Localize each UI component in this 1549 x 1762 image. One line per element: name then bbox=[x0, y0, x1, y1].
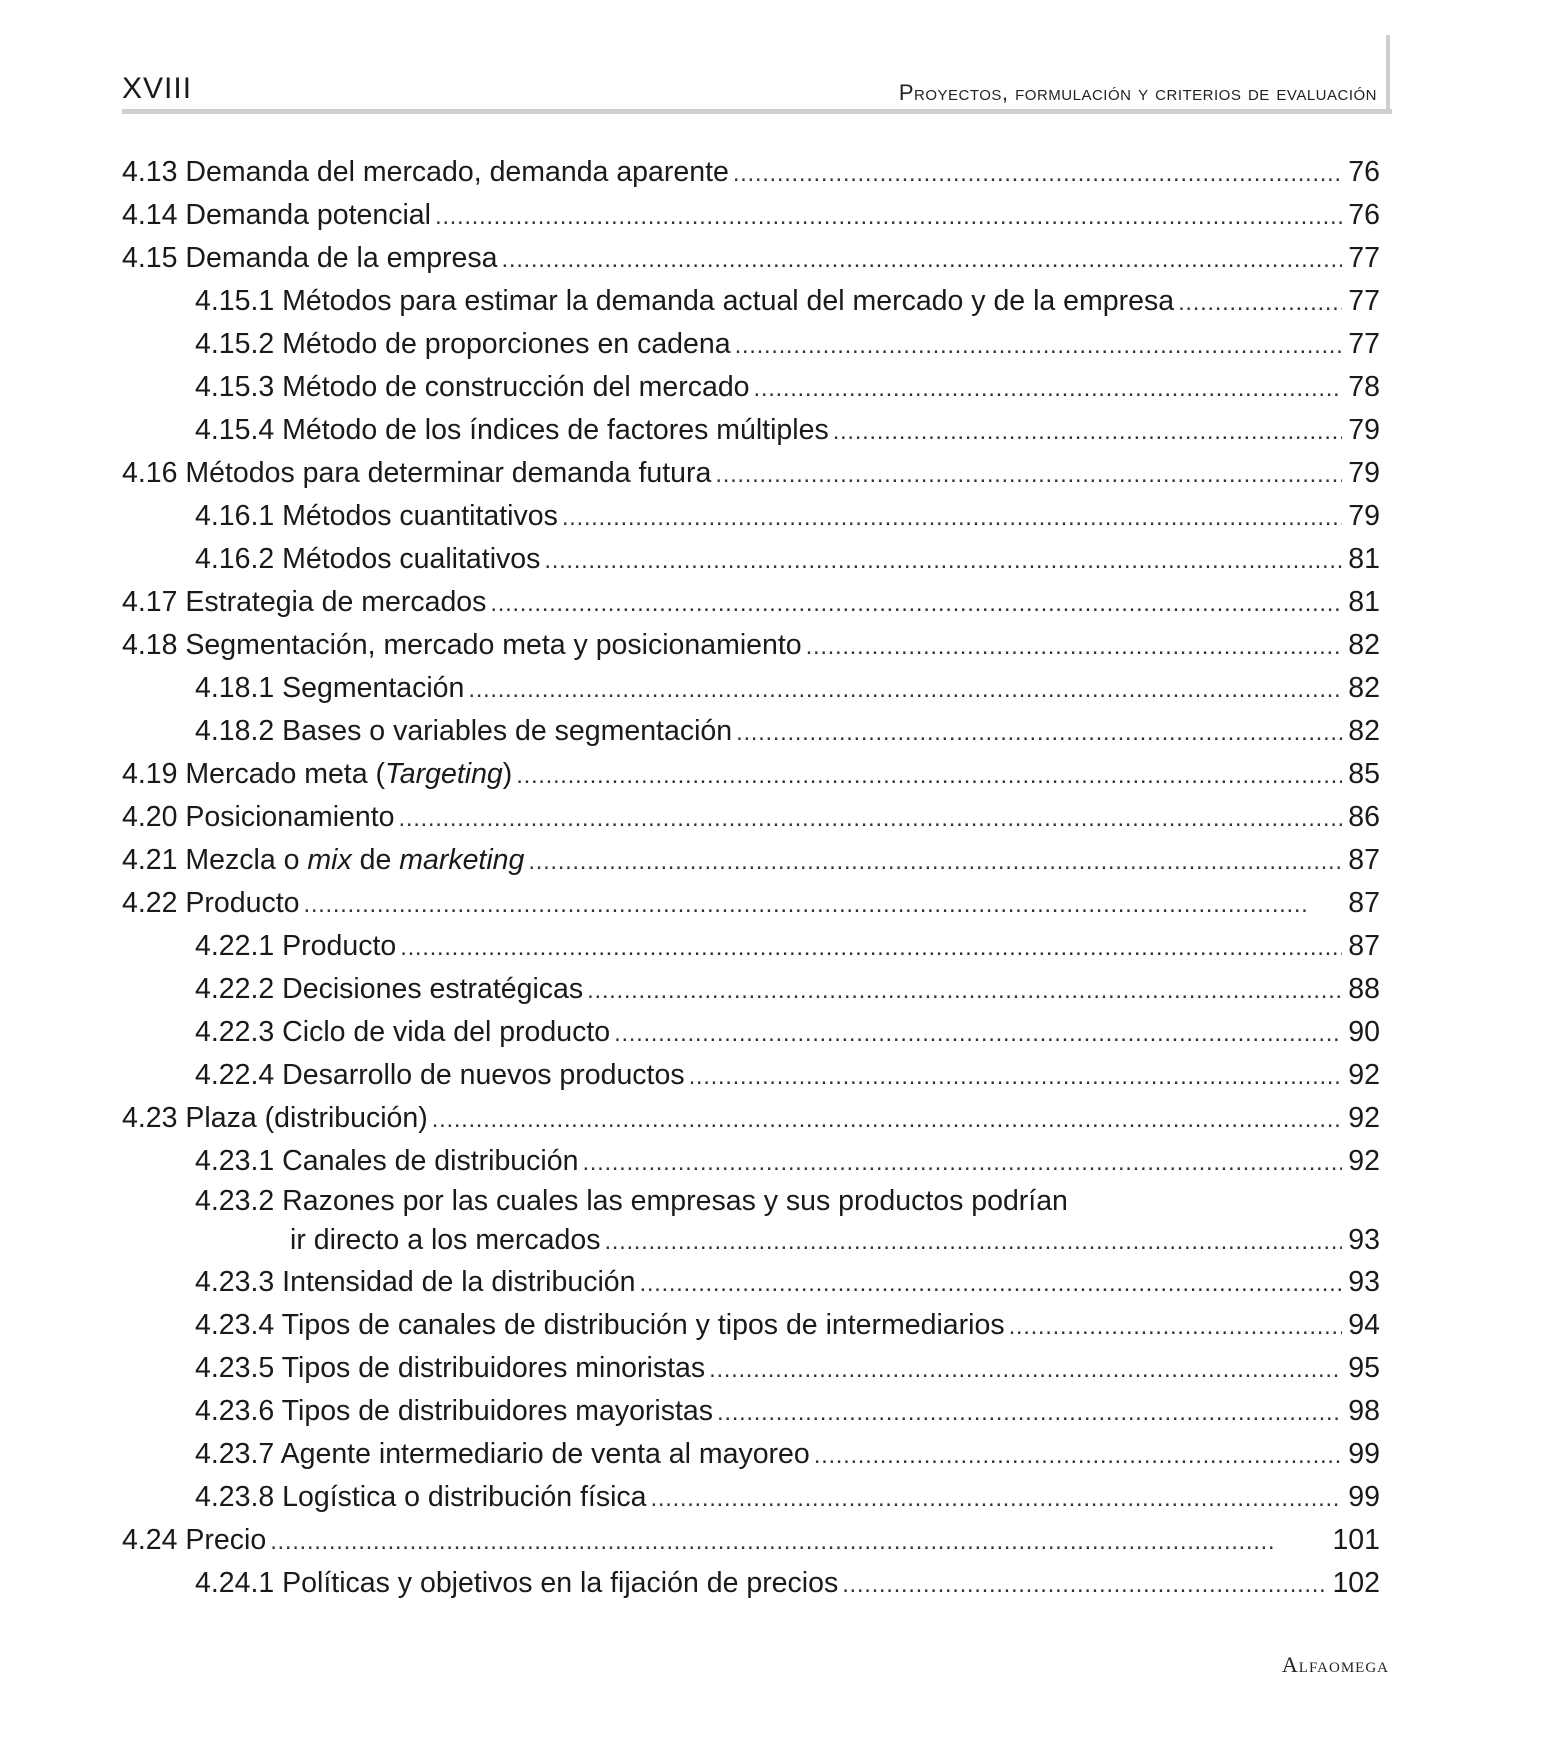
toc-entry-title: Agente intermediario de venta al mayoreo bbox=[280, 1438, 810, 1470]
toc-entry-page: 76 bbox=[1348, 199, 1380, 231]
toc-entry bbox=[122, 452, 1380, 495]
toc-entry-number: 4.18.1 bbox=[195, 672, 275, 704]
publisher-footer: Alfaomega bbox=[1281, 1652, 1389, 1677]
toc-entry-title: Razones por las cuales las empresas y sus productos podrían bbox=[282, 1185, 1068, 1217]
toc-entry bbox=[122, 1476, 1380, 1519]
toc-entry-number: 4.20 bbox=[122, 801, 178, 833]
running-title: Proyectos, formulación y criterios de evaluación bbox=[898, 80, 1377, 105]
toc-entry-page: 87 bbox=[1348, 844, 1380, 876]
toc-entry-number: 4.23.3 bbox=[195, 1266, 275, 1298]
toc-entry-title: Tipos de canales de distribución y tipos de intermediarios bbox=[281, 1309, 1005, 1341]
toc-entry-page: 88 bbox=[1348, 973, 1380, 1005]
dot-leader bbox=[1009, 1304, 1343, 1348]
toc-entry bbox=[122, 839, 1380, 882]
toc-entry-title bbox=[185, 844, 524, 876]
toc-entry bbox=[122, 538, 1380, 581]
toc-entry-title: Producto bbox=[282, 930, 397, 962]
toc-entry bbox=[122, 1054, 1380, 1097]
toc-entry bbox=[122, 968, 1380, 1011]
toc-entry-number: 4.23.7 bbox=[195, 1438, 275, 1470]
dot-leader bbox=[614, 1011, 1342, 1055]
toc-entry bbox=[122, 581, 1380, 624]
toc-entry-title: Decisiones estratégicas bbox=[282, 973, 584, 1005]
dot-leader bbox=[544, 538, 1342, 582]
toc-entry-page: 77 bbox=[1348, 242, 1380, 274]
toc-entry bbox=[122, 409, 1380, 452]
toc-entry-page: 101 bbox=[1332, 1524, 1380, 1556]
toc-entry-number: 4.24 bbox=[122, 1524, 178, 1556]
dot-leader bbox=[468, 667, 1342, 711]
toc-entry bbox=[122, 1347, 1380, 1390]
toc-entry bbox=[122, 796, 1380, 839]
table-of-contents bbox=[122, 151, 1380, 1605]
toc-entry-page: 79 bbox=[1348, 457, 1380, 489]
toc-entry bbox=[122, 1519, 1380, 1562]
toc-title-part: ) bbox=[502, 758, 513, 790]
dot-leader bbox=[435, 194, 1342, 238]
toc-entry bbox=[122, 1011, 1380, 1054]
toc-entry-number: 4.22.1 bbox=[195, 930, 275, 962]
toc-entry bbox=[122, 1140, 1380, 1183]
toc-entry-title: Tipos de distribuidores mayoristas bbox=[281, 1395, 714, 1427]
toc-entry-page: 90 bbox=[1348, 1016, 1380, 1048]
dot-leader bbox=[735, 323, 1343, 367]
header-corner-rule bbox=[1386, 35, 1390, 114]
toc-entry-number: 4.13 bbox=[122, 156, 178, 188]
toc-entry-page: 85 bbox=[1348, 758, 1380, 790]
toc-entry bbox=[122, 366, 1380, 409]
dot-leader bbox=[432, 1097, 1343, 1141]
toc-entry bbox=[122, 1261, 1380, 1304]
toc-entry-number: 4.22.2 bbox=[195, 973, 275, 1005]
toc-entry bbox=[122, 151, 1380, 194]
toc-entry bbox=[122, 280, 1380, 323]
toc-entry-title: Segmentación bbox=[282, 672, 465, 704]
toc-entry-title: Método de proporciones en cadena bbox=[282, 328, 731, 360]
toc-entry-page: 77 bbox=[1348, 285, 1380, 317]
toc-entry bbox=[122, 753, 1380, 796]
toc-entry-title: Tipos de distribuidores minoristas bbox=[281, 1352, 706, 1384]
toc-entry bbox=[122, 1433, 1380, 1476]
toc-entry-title: Métodos para determinar demanda futura bbox=[185, 457, 712, 489]
toc-entry-title: Intensidad de la distribución bbox=[282, 1266, 636, 1298]
dot-leader bbox=[587, 968, 1342, 1012]
dot-leader bbox=[736, 710, 1342, 754]
toc-entry-title: Producto bbox=[185, 887, 300, 919]
toc-title-italic: mix bbox=[307, 844, 352, 876]
dot-leader bbox=[582, 1140, 1342, 1184]
toc-entry bbox=[122, 495, 1380, 538]
toc-entry-title: Segmentación, mercado meta y posicionamiento bbox=[185, 629, 802, 661]
toc-entry-number: 4.22.4 bbox=[195, 1059, 275, 1091]
dot-leader bbox=[651, 1476, 1343, 1520]
dot-leader bbox=[814, 1433, 1343, 1477]
toc-entry-number: 4.24.1 bbox=[195, 1567, 275, 1599]
dot-leader bbox=[1178, 280, 1342, 324]
toc-entry-page: 87 bbox=[1348, 887, 1380, 919]
dot-leader bbox=[733, 151, 1342, 195]
toc-entry bbox=[122, 237, 1380, 280]
toc-entry-title: Ciclo de vida del producto bbox=[282, 1016, 611, 1048]
toc-entry bbox=[122, 710, 1380, 753]
dot-leader bbox=[528, 839, 1342, 883]
toc-entry-page: 82 bbox=[1348, 672, 1380, 704]
toc-entry-number: 4.23.1 bbox=[195, 1145, 275, 1177]
toc-entry-title: Método de construcción del mercado bbox=[282, 371, 750, 403]
toc-entry-page: 79 bbox=[1348, 414, 1380, 446]
toc-entry-page: 99 bbox=[1348, 1438, 1380, 1470]
toc-entry-number: 4.15.2 bbox=[195, 328, 275, 360]
toc-entry-title: Precio bbox=[185, 1524, 267, 1556]
toc-entry-page: 76 bbox=[1348, 156, 1380, 188]
toc-entry-page: 102 bbox=[1332, 1567, 1380, 1599]
toc-entry-title: Posicionamiento bbox=[185, 801, 395, 833]
toc-entry-title: Métodos cualitativos bbox=[282, 543, 541, 575]
dot-leader bbox=[502, 237, 1343, 281]
toc-entry-title: Desarrollo de nuevos productos bbox=[282, 1059, 685, 1091]
toc-entry-title-continued: ir directo a los mercados bbox=[290, 1224, 601, 1256]
toc-entry-number: 4.16.1 bbox=[195, 500, 275, 532]
dot-leader bbox=[516, 753, 1342, 797]
toc-entry-number: 4.23.2 bbox=[195, 1185, 275, 1217]
toc-title-italic: Targeting bbox=[384, 758, 503, 790]
toc-entry bbox=[122, 624, 1380, 667]
dot-leader bbox=[399, 796, 1343, 840]
toc-entry-page: 82 bbox=[1348, 629, 1380, 661]
toc-entry bbox=[122, 667, 1380, 710]
toc-entry-page: 95 bbox=[1348, 1352, 1380, 1384]
toc-entry-title: Logística o distribución física bbox=[282, 1481, 647, 1513]
toc-entry-number: 4.15.3 bbox=[195, 371, 275, 403]
toc-entry-number: 4.18 bbox=[122, 629, 178, 661]
toc-entry bbox=[122, 925, 1380, 968]
toc-entry-number: 4.23.4 bbox=[195, 1309, 275, 1341]
toc-entry-page: 81 bbox=[1348, 586, 1380, 618]
header-rule bbox=[122, 109, 1392, 114]
toc-entry bbox=[122, 1183, 1380, 1261]
dot-leader bbox=[806, 624, 1343, 668]
dot-leader bbox=[715, 452, 1342, 496]
toc-entry-page: 92 bbox=[1348, 1145, 1380, 1177]
toc-entry-number: 4.16 bbox=[122, 457, 178, 489]
toc-entry-number: 4.23.8 bbox=[195, 1481, 275, 1513]
toc-entry-number: 4.16.2 bbox=[195, 543, 275, 575]
toc-entry-number: 4.23 bbox=[122, 1102, 178, 1134]
toc-entry-page: 92 bbox=[1348, 1102, 1380, 1134]
toc-entry bbox=[122, 194, 1380, 237]
toc-entry-title: Métodos cuantitativos bbox=[282, 500, 558, 532]
toc-entry-title: Demanda de la empresa bbox=[185, 242, 498, 274]
toc-entry-page: 86 bbox=[1348, 801, 1380, 833]
toc-entry-number: 4.23.5 bbox=[195, 1352, 275, 1384]
dot-leader bbox=[717, 1390, 1342, 1434]
dot-leader bbox=[490, 581, 1342, 625]
dot-leader bbox=[400, 925, 1342, 969]
toc-entry-title: Plaza (distribución) bbox=[185, 1102, 428, 1134]
toc-entry bbox=[122, 882, 1380, 925]
dot-leader bbox=[562, 495, 1342, 539]
toc-entry-title: Demanda potencial bbox=[185, 199, 431, 231]
toc-title-part: Mercado meta ( bbox=[185, 758, 385, 790]
toc-entry-title: Demanda del mercado, demanda aparente bbox=[185, 156, 729, 188]
dot-leader bbox=[270, 1519, 1326, 1563]
toc-title-part: Mezcla o bbox=[185, 844, 308, 876]
toc-entry bbox=[122, 323, 1380, 366]
toc-entry-number: 4.19 bbox=[122, 758, 178, 790]
toc-entry-title: Políticas y objetivos en la fijación de precios bbox=[282, 1567, 839, 1599]
toc-entry-title: Canales de distribución bbox=[282, 1145, 579, 1177]
toc-title-part: de bbox=[351, 844, 400, 876]
toc-entry-number: 4.18.2 bbox=[195, 715, 275, 747]
toc-entry-page: 78 bbox=[1348, 371, 1380, 403]
toc-entry bbox=[122, 1562, 1380, 1605]
toc-entry-number: 4.23.6 bbox=[195, 1395, 275, 1427]
dot-leader bbox=[604, 1219, 1342, 1263]
toc-entry-page: 87 bbox=[1348, 930, 1380, 962]
dot-leader bbox=[303, 882, 1342, 926]
toc-entry-number: 4.22 bbox=[122, 887, 178, 919]
toc-entry-number: 4.15.1 bbox=[195, 285, 275, 317]
toc-title-italic: marketing bbox=[399, 844, 525, 876]
toc-entry-page: 81 bbox=[1348, 543, 1380, 575]
dot-leader bbox=[754, 366, 1343, 410]
dot-leader bbox=[689, 1054, 1343, 1098]
dot-leader bbox=[709, 1347, 1342, 1391]
toc-entry-number: 4.17 bbox=[122, 586, 178, 618]
toc-entry-page: 94 bbox=[1348, 1309, 1380, 1341]
dot-leader bbox=[640, 1261, 1343, 1305]
toc-entry-title: Bases o variables de segmentación bbox=[282, 715, 733, 747]
toc-entry-number: 4.15 bbox=[122, 242, 178, 274]
toc-entry-title: Método de los índices de factores múltiples bbox=[282, 414, 829, 446]
toc-entry-number: 4.22.3 bbox=[195, 1016, 275, 1048]
toc-entry-page: 79 bbox=[1348, 500, 1380, 532]
dot-leader bbox=[842, 1562, 1326, 1606]
dot-leader bbox=[833, 409, 1343, 453]
toc-entry-page: 77 bbox=[1348, 328, 1380, 360]
toc-entry bbox=[122, 1304, 1380, 1347]
toc-entry-page: 93 bbox=[1348, 1266, 1380, 1298]
page-folio: XVIII bbox=[122, 72, 193, 105]
toc-entry-title: Estrategia de mercados bbox=[185, 586, 487, 618]
toc-entry-page: 92 bbox=[1348, 1059, 1380, 1091]
toc-entry-title bbox=[185, 758, 512, 790]
toc-entry-number: 4.14 bbox=[122, 199, 178, 231]
toc-entry-page: 82 bbox=[1348, 715, 1380, 747]
toc-entry bbox=[122, 1097, 1380, 1140]
toc-entry-page: 98 bbox=[1348, 1395, 1380, 1427]
toc-entry-number: 4.15.4 bbox=[195, 414, 275, 446]
toc-entry bbox=[122, 1390, 1380, 1433]
toc-entry-title: Métodos para estimar la demanda actual del mercado y de la empresa bbox=[282, 285, 1175, 317]
toc-entry-page: 93 bbox=[1348, 1224, 1380, 1256]
toc-entry-page: 99 bbox=[1348, 1481, 1380, 1513]
toc-entry-number: 4.21 bbox=[122, 844, 178, 876]
